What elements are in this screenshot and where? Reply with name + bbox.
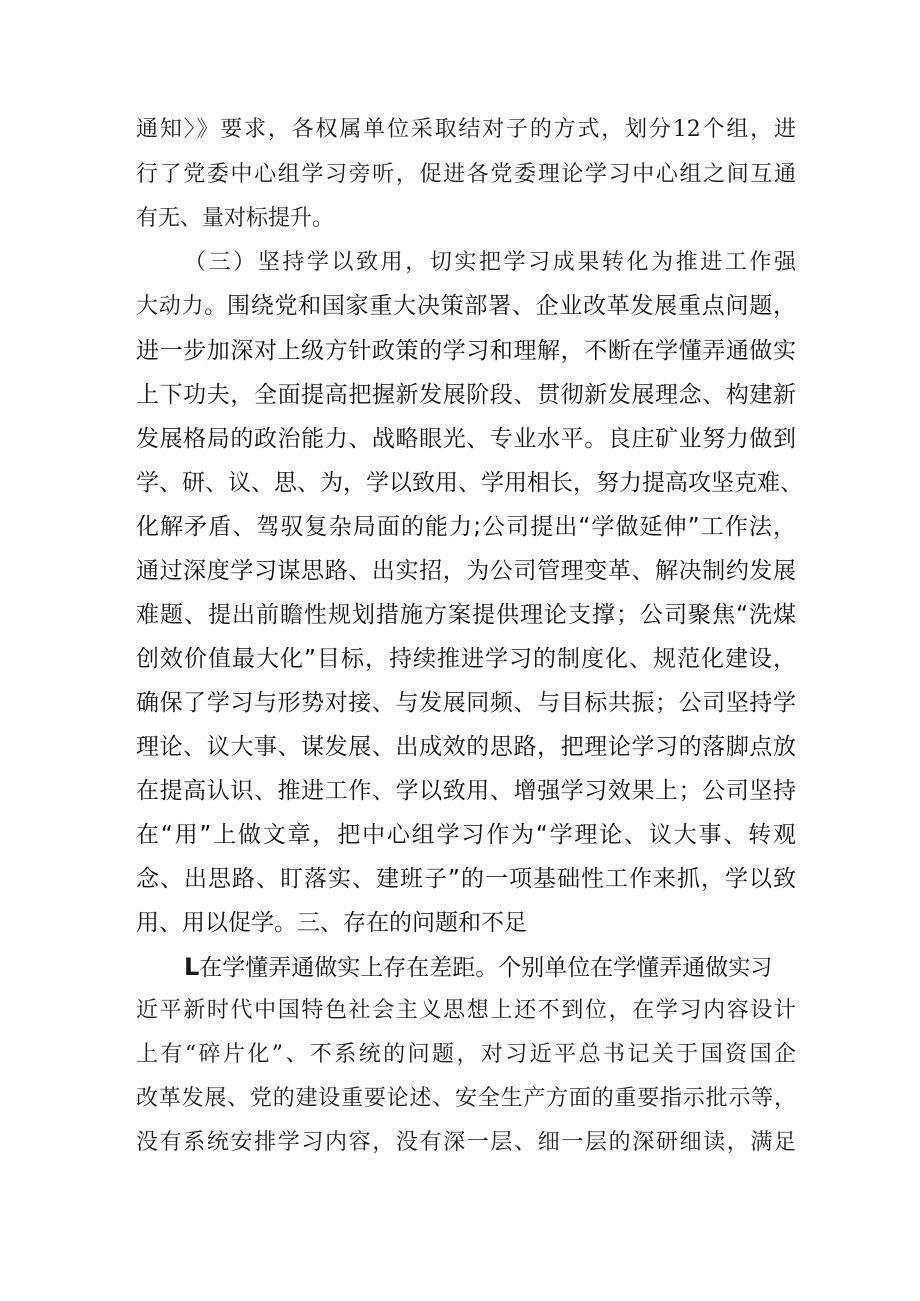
text-line-mixed [184, 947, 796, 987]
text-line: 在提高认识、推进工作、学以致用、增强学习效果上；公司坚持 [136, 778, 796, 804]
text-line: 没有系统安排学习内容，没有深一层、细一层的深研细读，满足 [136, 1130, 796, 1155]
text-line: 确保了学习与形势对接、与发展同频、与目标共振；公司坚持学 [136, 690, 796, 716]
text-line: 发展格局的政治能力、战略眼光、专业水平。良庄矿业努力做到 [136, 426, 796, 452]
text-line: 念、出思路、盯落实、建班子”的一项基础性工作来抓，学以致 [136, 866, 796, 892]
subheading: 在学懂弄通做实上存在差距。个别单位在学懂弄通做 [199, 955, 729, 981]
heading-continuation: 大动力。 [136, 294, 227, 319]
text-line: 改革发展、党的建设重要论述、安全生产方面的重要指示批示等， [136, 1086, 796, 1111]
text-line: 通知〉》要求，各权属单位采取结对子的方式，划分12个组，进 [136, 117, 796, 142]
text-line: 上有“碎片化”、不系统的问题，对习近平总书记关于国资国企 [136, 1042, 796, 1067]
text-line: 创效价值最大化”目标，持续推进学习的制度化、规范化建设， [136, 646, 796, 672]
text-line: 难题、提出前瞻性规划措施方案提供理论支撑；公司聚焦“洗煤 [136, 602, 796, 628]
text-line: 理论、议大事、谋发展、出成效的思路，把理论学习的落脚点放 [136, 734, 796, 760]
text-line: 进一步加深对上级方针政策的学习和理解，不断在学懂弄通做实 [136, 338, 796, 364]
section-heading-line: （三）坚持学以致用，切实把学习成果转化为推进工作强 [184, 250, 796, 275]
text-line: 化解矛盾、驾驭复杂局面的能力;公司提出“学做延伸”工作法， [136, 514, 796, 540]
text-line: 近平新时代中国特色社会主义思想上还不到位，在学习内容设计 [136, 998, 796, 1023]
text-line: 上下功夫，全面提高把握新发展阶段、贯彻新发展理念、构建新 [136, 382, 796, 408]
text-continuation: 实习 [728, 956, 773, 981]
text-line-mixed [136, 286, 796, 326]
text-line: 在“用”上做文章，把中心组学习作为“学理论、议大事、转观 [136, 822, 796, 848]
text-line: 用、用以促学。三、存在的问题和不足 [136, 910, 527, 936]
text-line: 通过深度学习谋思路、出实招，为公司管理变革、解决制约发展 [136, 558, 796, 584]
text-line: 学、研、议、思、为，学以致用、学用相长，努力提高攻坚克难、 [136, 470, 803, 496]
text-line: 行了党委中心组学习旁听，促进各党委理论学习中心组之间互通 [136, 162, 796, 187]
paragraph-start: 围绕党和国家重大决策部署、企业改革发展重点问题， [226, 293, 796, 319]
list-marker: L [184, 953, 200, 981]
text-line: 有无、量对标提升。 [136, 206, 335, 231]
